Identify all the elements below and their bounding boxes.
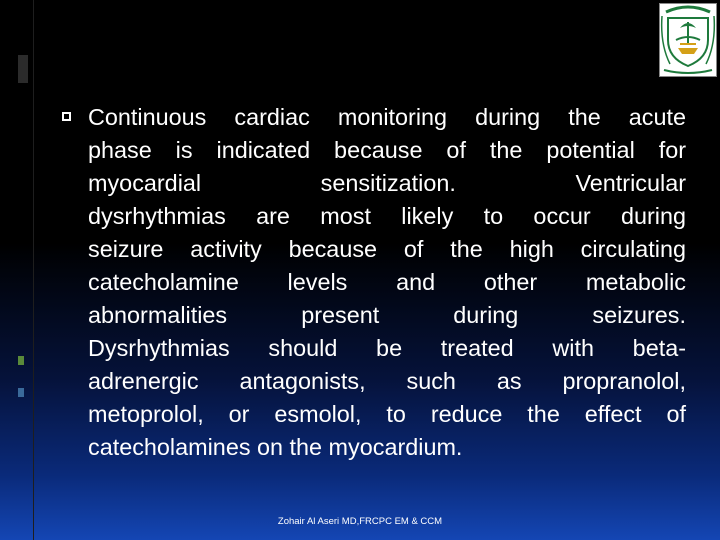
text-line: phase is indicated because of the potential for [88,137,686,163]
university-crest-logo [659,3,717,77]
footer-credit: Zohair Al Aseri MD,FRCPC EM & CCM [277,516,443,527]
decorative-block [18,55,28,83]
crest-icon [660,4,716,76]
bullet-text [88,101,686,464]
text-line: catecholamine levels and other metabolic [88,269,686,295]
left-divider-line [33,0,34,540]
text-line: adrenergic antagonists, such as propranolol, [88,368,686,394]
text-line: seizure activity because of the high circulating [88,236,686,262]
text-line: catecholamines on the myocardium. [88,434,463,460]
text-line: Continuous cardiac monitoring during the acute [88,104,686,130]
decorative-tick-blue [18,388,24,397]
square-bullet-icon [62,112,71,121]
left-accent-bar [0,0,5,120]
decorative-tick-green [18,356,24,365]
text-line: metoprolol, or esmolol, to reduce the effect of [88,401,686,427]
text-line: abnormalities present during seizures. [88,302,686,328]
text-line: Dysrhythmias should be treated with beta- [88,335,686,361]
text-line: dysrhythmias are most likely to occur during [88,203,686,229]
text-line: myocardial sensitization. Ventricular [88,170,686,196]
